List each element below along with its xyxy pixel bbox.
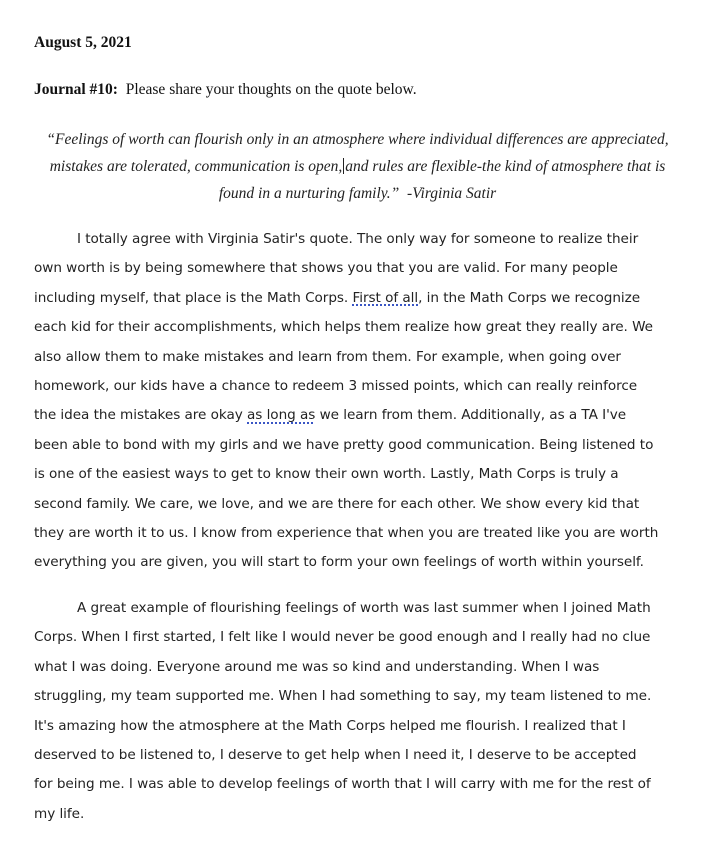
paragraph1-segment: we learn from them. Additionally, as a TA I've been able to bond with my girls and we have pretty good communication. Being listened to is one of the easiest ways to get to know their own worth. Lastly, Math Corps is truly a second family. We care, we love, and we are there for each other. We show every kid that they are worth it to us. I know from experience that when you are treated like you are worth everything you are given, you will start to form your own feelings of worth within yourself. (34, 407, 659, 571)
body-paragraph-1 (34, 225, 659, 578)
quote-attribution: -Virginia Satir (407, 185, 497, 202)
quote-block (34, 126, 681, 207)
body-paragraph-2: A great example of flourishing feelings of worth was last summer when I joined Math Corps. When I first started, I felt like I would never be good enough and I really had no clue what I was doing. Everyone around me was so kind and understanding. When I was struggling, my team supported me. When I had something to say, my team listened to me. It's amazing how the atmosphere at the Math Corps helped me flourish. I realized that I deserved to be listened to, I deserve to get help when I need it, I deserve to be accepted for being me. I was able to develop feelings of worth that I will carry with me for the rest of my life. (34, 600, 652, 822)
grammar-flag-first-of-all[interactable]: First of all (352, 289, 419, 306)
paragraph1-segment: , in the Math Corps we recognize each kid for their accomplishments, which helps them realize how great they really are. We also allow them to make mistakes and learn from them. For example, when going over homework, our kids have a chance to redeem 3 missed points, which can really reinforce the idea the mistakes are okay (34, 289, 653, 424)
journal-label: Journal #10: (34, 81, 118, 98)
paragraph1-segment: I totally agree with Virginia Satir's quote. The only way for someone to realize their own worth is by being somewhere that shows you that you are valid. For many people including myself, that place is the Math Corps. (34, 231, 639, 306)
document-date: August 5, 2021 (34, 34, 132, 51)
quote-text-part2: and rules are flexible-the kind of atmosphere that is found in a nurturing family.” (218, 158, 666, 202)
journal-heading (34, 81, 417, 99)
grammar-flag-as-long-as[interactable]: as long as (247, 407, 316, 424)
journal-prompt: Please share your thoughts on the quote below. (125, 81, 417, 98)
quote-text-part1: “Feelings of worth can flourish only in an atmosphere where individual differences are appreciated, mistakes are tolerated, communication is open, (46, 131, 669, 175)
